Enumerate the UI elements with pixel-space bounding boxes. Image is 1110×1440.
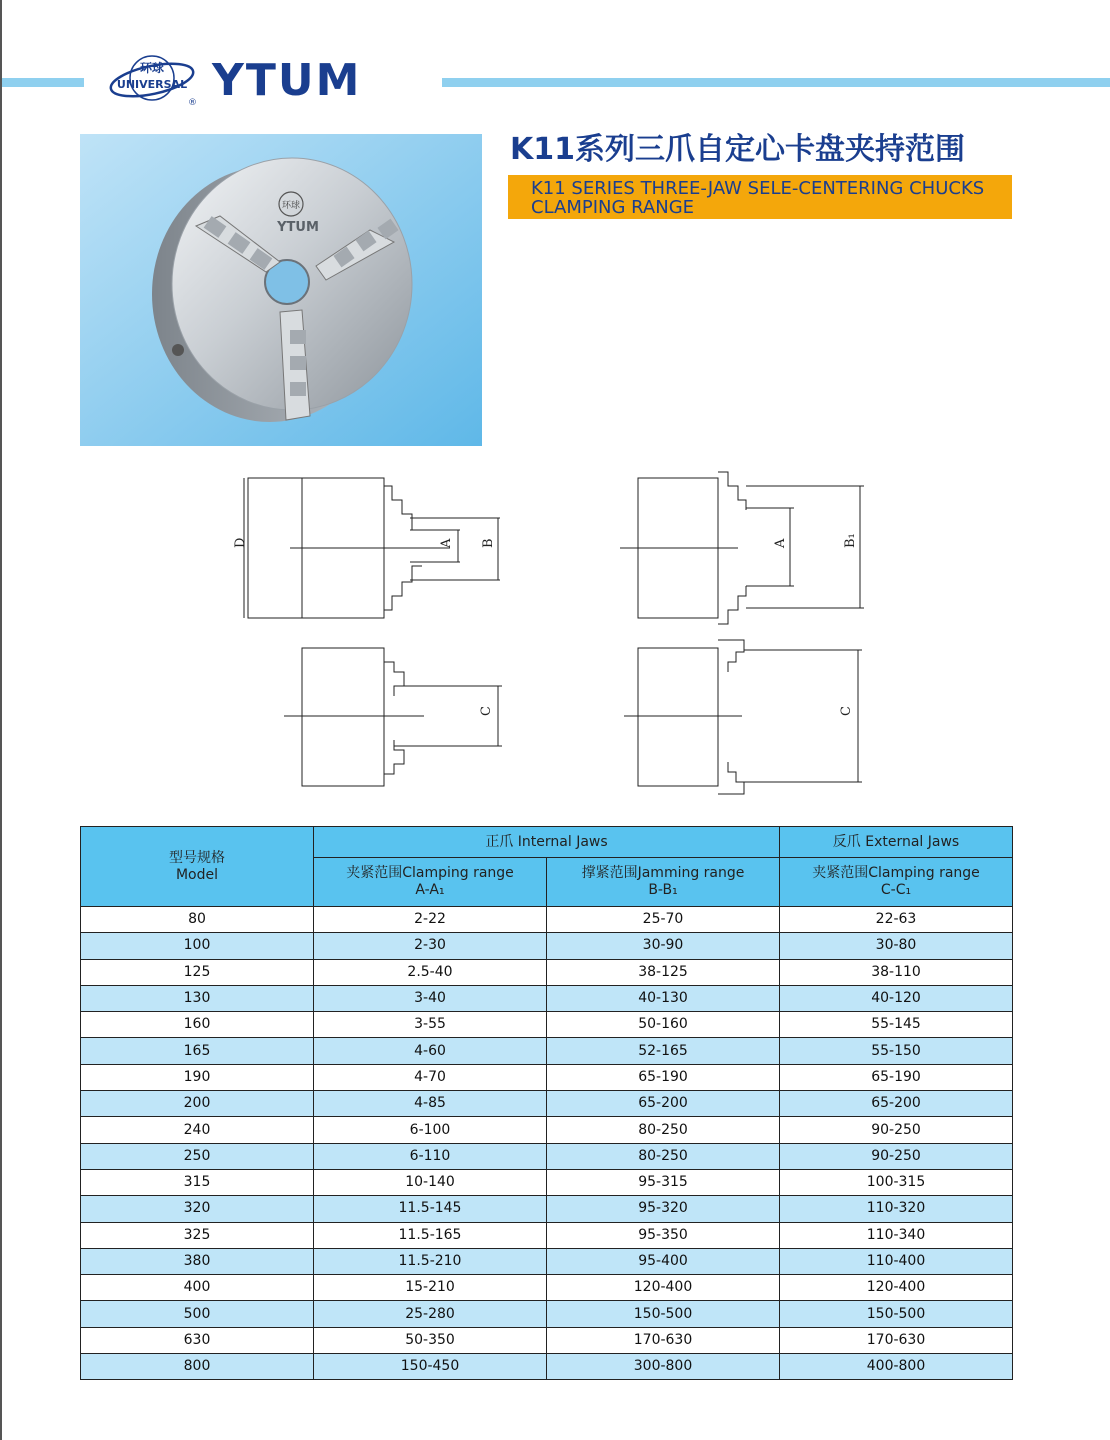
cell-external: 110-340: [780, 1222, 1013, 1248]
table-row: [81, 1012, 1013, 1038]
table-row: [81, 1143, 1013, 1169]
cell-model: 400: [81, 1275, 314, 1301]
cell-clamping: 10-140: [314, 1169, 547, 1195]
cell-clamping: 150-450: [314, 1354, 547, 1380]
cell-model: 325: [81, 1222, 314, 1248]
logo-text-en: UNIVERSAL: [116, 78, 188, 91]
table-row: [81, 1169, 1013, 1195]
cell-jamming: 300-800: [547, 1354, 780, 1380]
cell-model: 250: [81, 1143, 314, 1169]
cell-jamming: 80-250: [547, 1117, 780, 1143]
cell-jamming: 170-630: [547, 1327, 780, 1353]
cell-clamping: 50-350: [314, 1327, 547, 1353]
cell-external: 65-190: [780, 1064, 1013, 1090]
table-row: [81, 1196, 1013, 1222]
header-ext-clamping-label: 夹紧范围Clamping range: [812, 865, 980, 881]
cell-jamming: 50-160: [547, 1012, 780, 1038]
cell-clamping: 6-100: [314, 1117, 547, 1143]
cell-jamming: 38-125: [547, 959, 780, 985]
clamping-range-table: [80, 826, 1013, 1380]
cell-clamping: 11.5-165: [314, 1222, 547, 1248]
table-row: [81, 907, 1013, 933]
table-row: [81, 1091, 1013, 1117]
header-line-left: [2, 78, 84, 87]
cell-external: 40-120: [780, 985, 1013, 1011]
cell-model: 320: [81, 1196, 314, 1222]
cell-clamping: 15-210: [314, 1275, 547, 1301]
table-row: [81, 985, 1013, 1011]
cell-clamping: 11.5-210: [314, 1248, 547, 1274]
header-jamming-label: 撑紧范围Jamming range: [581, 865, 745, 881]
header-jamming-range: [547, 858, 780, 907]
logo-text-cn: 环球: [139, 61, 165, 75]
logo-reg-mark: ®: [188, 98, 197, 108]
cell-model: 100: [81, 933, 314, 959]
jaw-diagrams: [220, 460, 900, 800]
cell-external: 170-630: [780, 1327, 1013, 1353]
diagram-internal-clamping: [244, 478, 500, 618]
cell-model: 200: [81, 1091, 314, 1117]
title-cn: K11系列三爪自定心卡盘夹持范围: [510, 132, 965, 167]
label-b: B: [481, 538, 496, 548]
universal-logo: [106, 52, 202, 110]
cell-model: 240: [81, 1117, 314, 1143]
diagram-external-clamping-right: [624, 640, 862, 794]
label-b1: B₁: [843, 533, 858, 548]
cell-clamping: 25-280: [314, 1301, 547, 1327]
cell-jamming: 95-315: [547, 1169, 780, 1195]
cell-model: 130: [81, 985, 314, 1011]
cell-jamming: 95-400: [547, 1248, 780, 1274]
cell-external: 38-110: [780, 959, 1013, 985]
cell-clamping: 2.5-40: [314, 959, 547, 985]
cell-jamming: 80-250: [547, 1143, 780, 1169]
cell-clamping: 3-55: [314, 1012, 547, 1038]
title-en-band: [508, 175, 1012, 219]
header-model: [81, 827, 314, 907]
label-c-right: C: [839, 706, 854, 716]
cell-model: 500: [81, 1301, 314, 1327]
cell-jamming: 52-165: [547, 1038, 780, 1064]
cell-external: 22-63: [780, 907, 1013, 933]
cell-model: 380: [81, 1248, 314, 1274]
label-c-left: C: [479, 706, 494, 716]
cell-jamming: 95-350: [547, 1222, 780, 1248]
cell-model: 315: [81, 1169, 314, 1195]
cell-model: 630: [81, 1327, 314, 1353]
header-model-en: Model: [175, 866, 219, 883]
cell-clamping: 2-30: [314, 933, 547, 959]
cell-jamming: 40-130: [547, 985, 780, 1011]
label-a-left: A: [439, 538, 454, 548]
cell-clamping: 4-85: [314, 1091, 547, 1117]
header-external-clamping-range: [780, 858, 1013, 907]
cell-external: 110-400: [780, 1248, 1013, 1274]
cell-jamming: 25-70: [547, 907, 780, 933]
chuck-photo: [80, 134, 482, 446]
cell-external: 90-250: [780, 1143, 1013, 1169]
label-a-right: A: [773, 538, 788, 548]
table-row: [81, 959, 1013, 985]
header-internal-jaws: 正爪 Internal Jaws: [314, 827, 780, 858]
header-clamping-sub: A-A₁: [415, 882, 445, 898]
cell-jamming: 30-90: [547, 933, 780, 959]
photo-mark-cn: 环球: [281, 201, 301, 211]
header-ext-clamping-sub: C-C₁: [880, 882, 912, 898]
table-row: [81, 1038, 1013, 1064]
table-row: [81, 1117, 1013, 1143]
cell-model: 160: [81, 1012, 314, 1038]
cell-external: 65-200: [780, 1091, 1013, 1117]
cell-jamming: 65-200: [547, 1091, 780, 1117]
header-clamping-label: 夹紧范围Clamping range: [346, 865, 514, 881]
cell-jamming: 95-320: [547, 1196, 780, 1222]
table-row: [81, 1354, 1013, 1380]
title-en-line1: K11 SERIES THREE-JAW SELE-CENTERING CHUCKS: [531, 178, 985, 199]
table-row: [81, 1064, 1013, 1090]
cell-model: 165: [81, 1038, 314, 1064]
cell-external: 150-500: [780, 1301, 1013, 1327]
cell-jamming: 150-500: [547, 1301, 780, 1327]
cell-model: 190: [81, 1064, 314, 1090]
photo-mark-en: YTUM: [277, 220, 319, 235]
label-d: D: [233, 537, 248, 548]
cell-external: 30-80: [780, 933, 1013, 959]
table-row: [81, 1222, 1013, 1248]
cell-external: 110-320: [780, 1196, 1013, 1222]
header-line-right: [442, 78, 1110, 87]
cell-clamping: 11.5-145: [314, 1196, 547, 1222]
diagram-external-clamping-left: [284, 648, 502, 786]
cell-model: 125: [81, 959, 314, 985]
table-row: [81, 933, 1013, 959]
cell-external: 55-145: [780, 1012, 1013, 1038]
cell-external: 120-400: [780, 1275, 1013, 1301]
table-row: [81, 1301, 1013, 1327]
page-edge: [0, 0, 2, 1440]
cell-clamping: 4-70: [314, 1064, 547, 1090]
header-clamping-range: [314, 858, 547, 907]
header-external-jaws: 反爪 External Jaws: [780, 827, 1013, 858]
title-en-line2: CLAMPING RANGE: [531, 197, 695, 218]
cell-clamping: 3-40: [314, 985, 547, 1011]
cell-external: 400-800: [780, 1354, 1013, 1380]
cell-model: 80: [81, 907, 314, 933]
cell-clamping: 4-60: [314, 1038, 547, 1064]
header-model-cn: 型号规格: [169, 849, 225, 866]
table-row: [81, 1327, 1013, 1353]
cell-external: 100-315: [780, 1169, 1013, 1195]
table-row: [81, 1248, 1013, 1274]
cell-model: 800: [81, 1354, 314, 1380]
cell-clamping: 2-22: [314, 907, 547, 933]
cell-jamming: 120-400: [547, 1275, 780, 1301]
cell-clamping: 6-110: [314, 1143, 547, 1169]
brand-wordmark: YTUM: [212, 55, 362, 106]
cell-external: 90-250: [780, 1117, 1013, 1143]
diagram-internal-jamming: [620, 472, 864, 624]
table-row: [81, 1275, 1013, 1301]
header-jamming-sub: B-B₁: [648, 882, 678, 898]
cell-jamming: 65-190: [547, 1064, 780, 1090]
cell-external: 55-150: [780, 1038, 1013, 1064]
